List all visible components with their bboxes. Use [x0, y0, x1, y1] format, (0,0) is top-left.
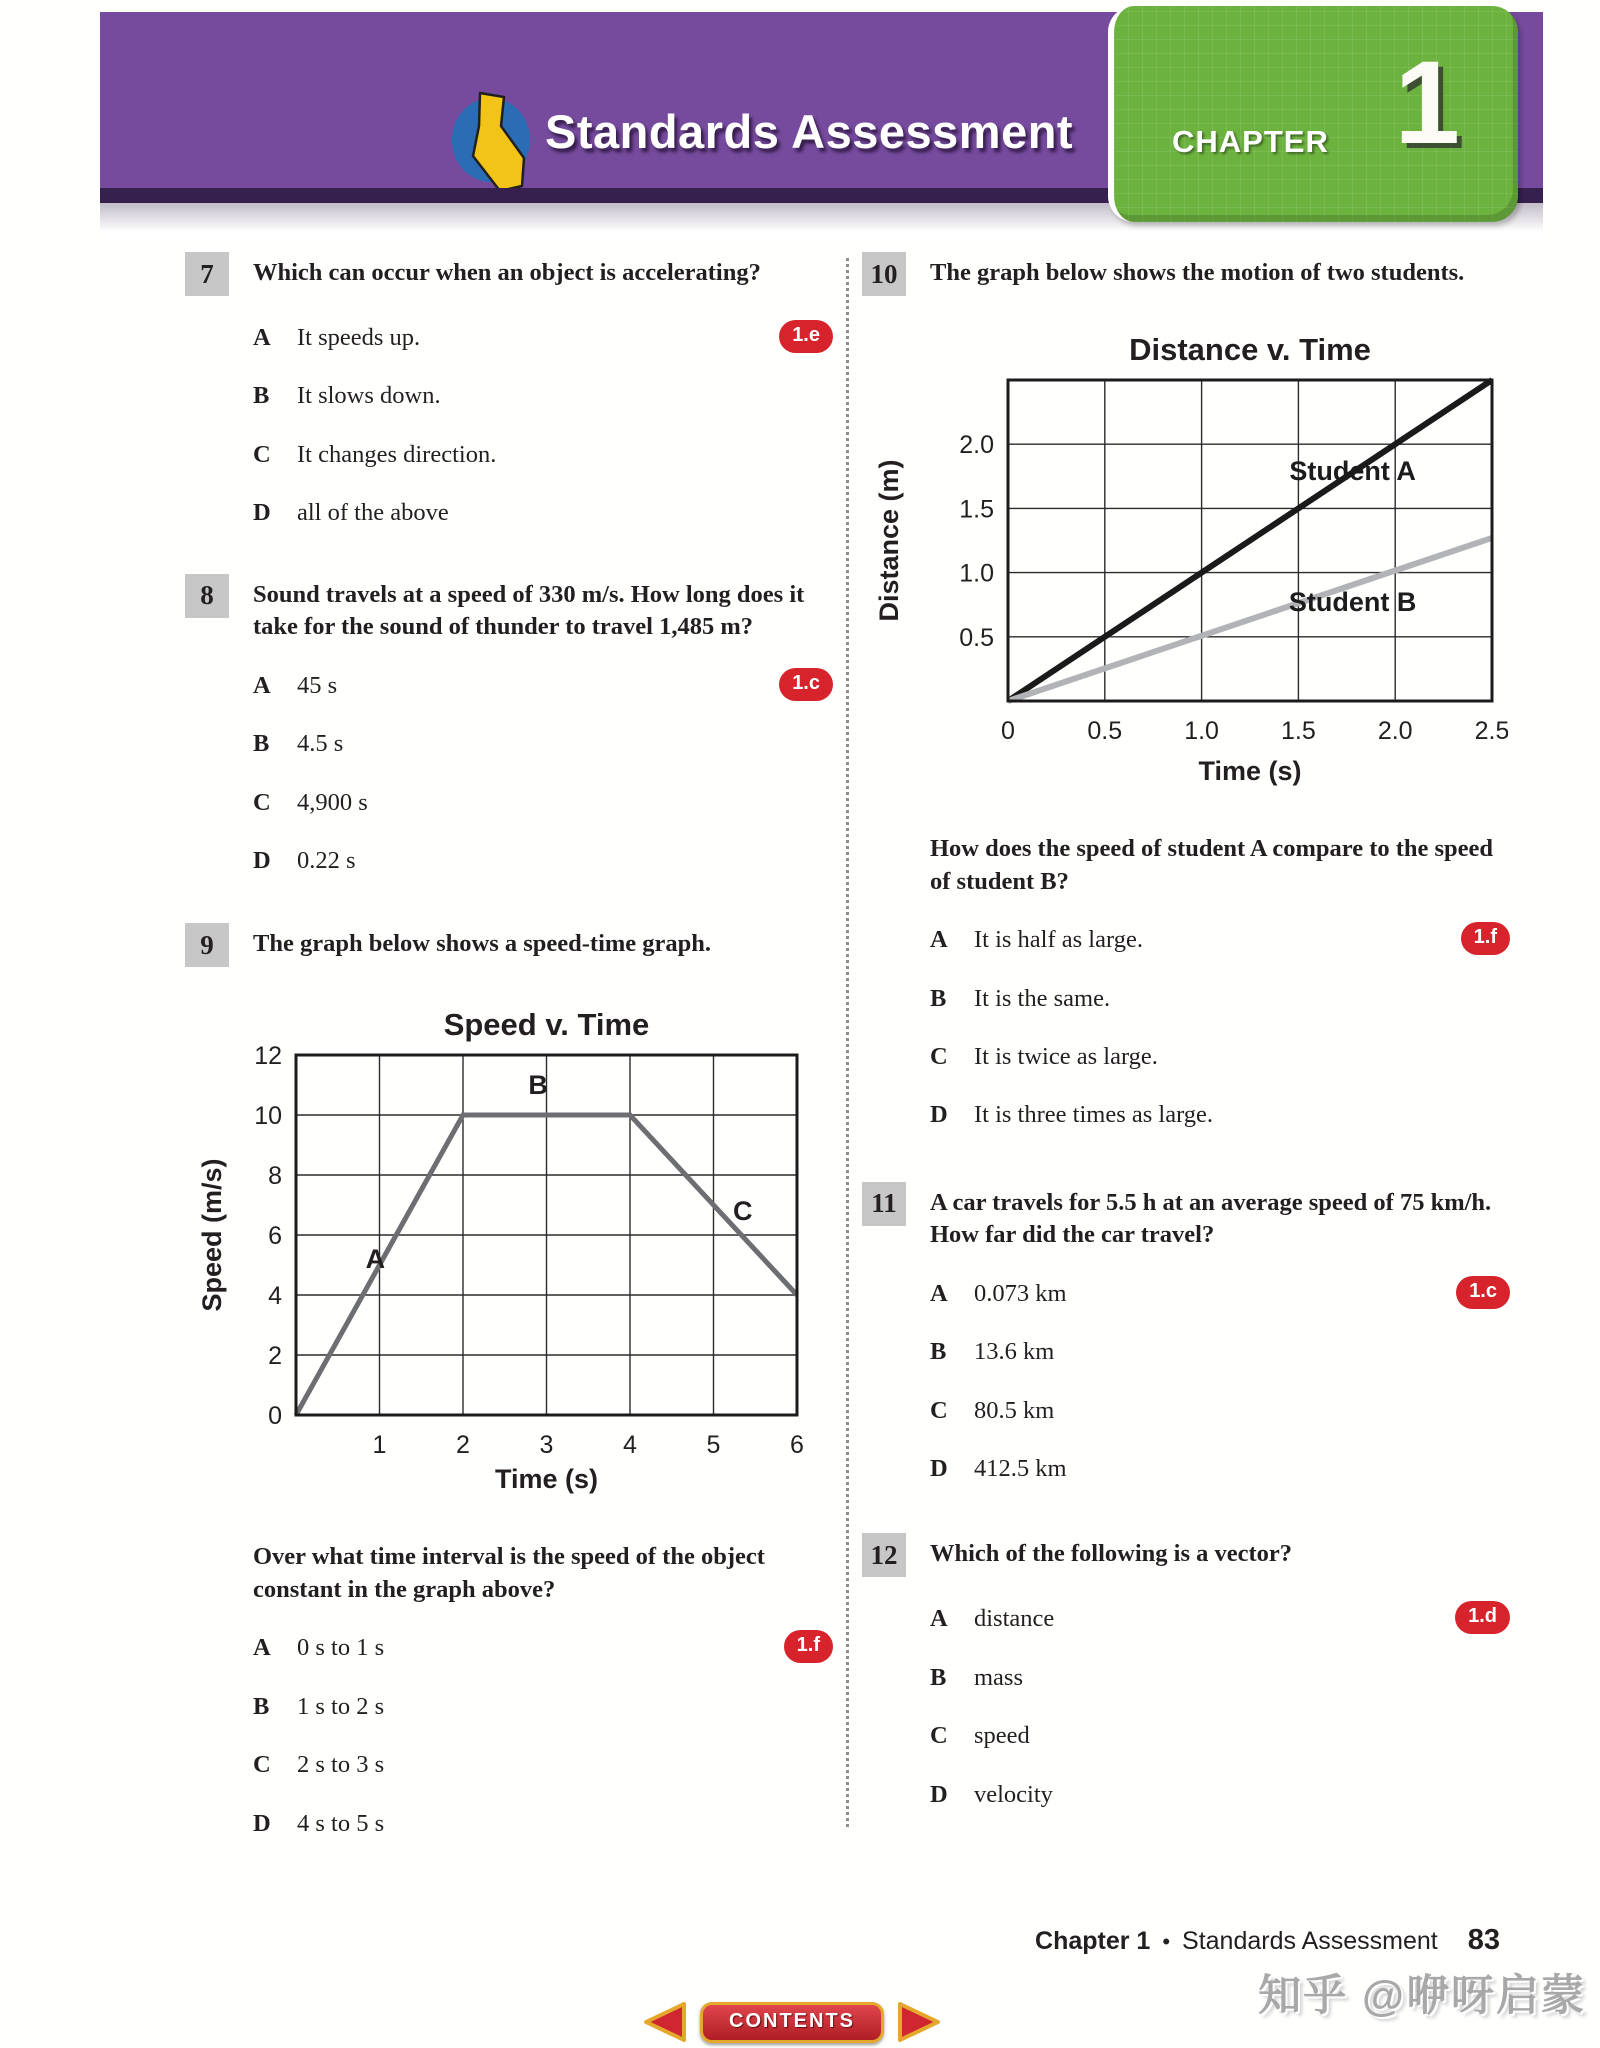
- question-number: 8: [185, 574, 229, 618]
- svg-text:Time (s): Time (s): [494, 1464, 599, 1495]
- svg-text:1.5: 1.5: [959, 495, 994, 524]
- svg-text:2: 2: [456, 1431, 470, 1460]
- svg-text:2.5: 2.5: [1474, 717, 1508, 745]
- svg-text:B: B: [528, 1070, 548, 1101]
- chapter-box: [1108, 6, 1518, 222]
- options-list: [930, 1279, 1510, 1484]
- content-columns: [185, 252, 1510, 1867]
- standard-badge: 1.f: [784, 1630, 833, 1663]
- options-list: [253, 323, 833, 528]
- svg-text:Speed (m/s): Speed (m/s): [197, 1158, 227, 1312]
- standard-badge: 1.f: [1461, 922, 1510, 955]
- answer-option: D It is three times as large.: [930, 1101, 1214, 1129]
- svg-text:6: 6: [268, 1222, 282, 1251]
- svg-text:3: 3: [539, 1431, 554, 1460]
- question-number: 11: [862, 1182, 906, 1226]
- svg-text:1.0: 1.0: [1184, 717, 1219, 745]
- svg-text:2.0: 2.0: [1377, 717, 1413, 745]
- answer-option: A distance: [930, 1605, 1055, 1633]
- svg-text:Student B: Student B: [1288, 587, 1417, 618]
- answer-option: C It is twice as large.: [930, 1042, 1158, 1070]
- answer-option: B 1 s to 2 s: [253, 1692, 385, 1720]
- standard-badge: 1.d: [1455, 1601, 1510, 1634]
- page-number: 83: [1467, 1924, 1500, 1956]
- svg-text:1: 1: [372, 1431, 387, 1460]
- answer-option: B 13.6 km: [930, 1338, 1055, 1366]
- svg-text:0: 0: [1001, 717, 1015, 745]
- standard-badge: 1.e: [779, 320, 833, 353]
- options-list: [930, 1604, 1510, 1809]
- question-stem: Sound travels at a speed of 330 m/s. How long does it take for the sound of thunder to travel 1,485 m?: [253, 580, 805, 641]
- next-arrow-icon[interactable]: [896, 2000, 946, 2044]
- question-number: 12: [862, 1533, 906, 1577]
- answer-option: A 0.073 km: [930, 1279, 1067, 1307]
- chapter-label: CHAPTER: [1172, 124, 1329, 159]
- question-7: [185, 252, 833, 528]
- svg-text:5: 5: [706, 1431, 721, 1460]
- svg-text:Distance (m): Distance (m): [874, 459, 904, 622]
- svg-text:4: 4: [268, 1282, 282, 1311]
- svg-text:0: 0: [268, 1402, 282, 1431]
- column-divider: [846, 258, 849, 1827]
- question-number: 9: [185, 923, 229, 967]
- question-11: [862, 1182, 1510, 1484]
- answer-option: D all of the above: [253, 499, 449, 527]
- svg-text:Speed v. Time: Speed v. Time: [443, 1007, 650, 1043]
- breadcrumb-bullet: •: [1162, 1929, 1171, 1954]
- answer-option: B 4.5 s: [253, 730, 344, 758]
- chapter-number: 1: [1394, 37, 1460, 169]
- sub-question: Over what time interval is the speed of the object constant in the graph above?: [253, 1543, 765, 1603]
- answer-option: A It is half as large.: [930, 926, 1143, 954]
- question-8: [185, 574, 833, 876]
- contents-button[interactable]: CONTENTS: [700, 2002, 884, 2043]
- answer-option: B It is the same.: [930, 984, 1111, 1012]
- svg-text:8: 8: [268, 1162, 282, 1191]
- answer-option: C 2 s to 3 s: [253, 1751, 385, 1779]
- breadcrumb-section: Standards Assessment: [1182, 1927, 1438, 1955]
- answer-option: C speed: [930, 1722, 1030, 1750]
- svg-text:Time (s): Time (s): [1198, 756, 1302, 786]
- answer-option: A It speeds up.: [253, 324, 421, 351]
- answer-option: B mass: [930, 1663, 1023, 1691]
- page-title: Standards Assessment: [545, 105, 1074, 158]
- question-stem: The graph below shows a speed-time graph.: [253, 930, 712, 958]
- svg-text:2.0: 2.0: [959, 431, 994, 460]
- question-stem: Which can occur when an object is accelerating?: [253, 259, 761, 286]
- svg-text:1.0: 1.0: [959, 559, 994, 588]
- contents-nav: [638, 2000, 946, 2044]
- standard-badge: 1.c: [1456, 1276, 1510, 1309]
- watermark: 知乎 @咿呀启蒙: [1258, 1972, 1586, 2020]
- sub-question: How does the speed of student A compare to the speed of student B?: [930, 835, 1494, 895]
- answer-option: C 4,900 s: [253, 788, 368, 816]
- question-stem: The graph below shows the motion of two students.: [930, 259, 1465, 286]
- svg-text:10: 10: [254, 1102, 282, 1131]
- question-stem: A car travels for 5.5 h at an average speed of 75 km/h. How far did the car travel?: [930, 1188, 1492, 1249]
- svg-text:A: A: [365, 1244, 386, 1275]
- question-number: 7: [185, 252, 229, 296]
- answer-option: B It slows down.: [253, 382, 441, 410]
- distance-time-chart: [868, 326, 1508, 794]
- breadcrumb: [1035, 1924, 1500, 1957]
- svg-text:0.5: 0.5: [959, 623, 994, 652]
- answer-option: C It changes direction.: [253, 440, 497, 468]
- svg-text:Student A: Student A: [1289, 456, 1416, 487]
- answer-option: A 45 s: [253, 671, 338, 699]
- options-list: [253, 671, 833, 876]
- answer-option: D 412.5 km: [930, 1455, 1067, 1483]
- answer-option: C 80.5 km: [930, 1396, 1055, 1424]
- svg-text:6: 6: [790, 1431, 804, 1460]
- svg-text:C: C: [732, 1196, 753, 1227]
- breadcrumb-chapter: Chapter 1: [1035, 1927, 1151, 1955]
- options-list: [253, 1633, 833, 1838]
- svg-text:Distance v. Time: Distance v. Time: [1129, 332, 1371, 367]
- distance-time-figure: [868, 326, 1510, 799]
- answer-option: D 4 s to 5 s: [253, 1809, 385, 1837]
- question-10: [862, 252, 1510, 1130]
- svg-text:2: 2: [268, 1342, 282, 1371]
- question-12: [862, 1533, 1510, 1809]
- right-column: [862, 252, 1510, 1867]
- svg-text:4: 4: [623, 1431, 637, 1460]
- svg-text:1.5: 1.5: [1281, 717, 1316, 745]
- question-9: [185, 923, 833, 1838]
- prev-arrow-icon[interactable]: [638, 2000, 688, 2044]
- svg-text:0.5: 0.5: [1087, 717, 1123, 745]
- california-state-icon: [450, 90, 532, 198]
- options-list: [930, 925, 1510, 1130]
- answer-option: A 0 s to 1 s: [253, 1634, 385, 1662]
- left-column: [185, 252, 833, 1867]
- question-number: 10: [862, 252, 906, 296]
- speed-time-chart: [191, 997, 811, 1502]
- question-stem: Which of the following is a vector?: [930, 1540, 1293, 1568]
- speed-time-figure: [191, 997, 833, 1507]
- standard-badge: 1.c: [779, 668, 833, 701]
- answer-option: D 0.22 s: [253, 846, 356, 874]
- answer-option: D velocity: [930, 1780, 1053, 1808]
- svg-text:12: 12: [254, 1042, 282, 1071]
